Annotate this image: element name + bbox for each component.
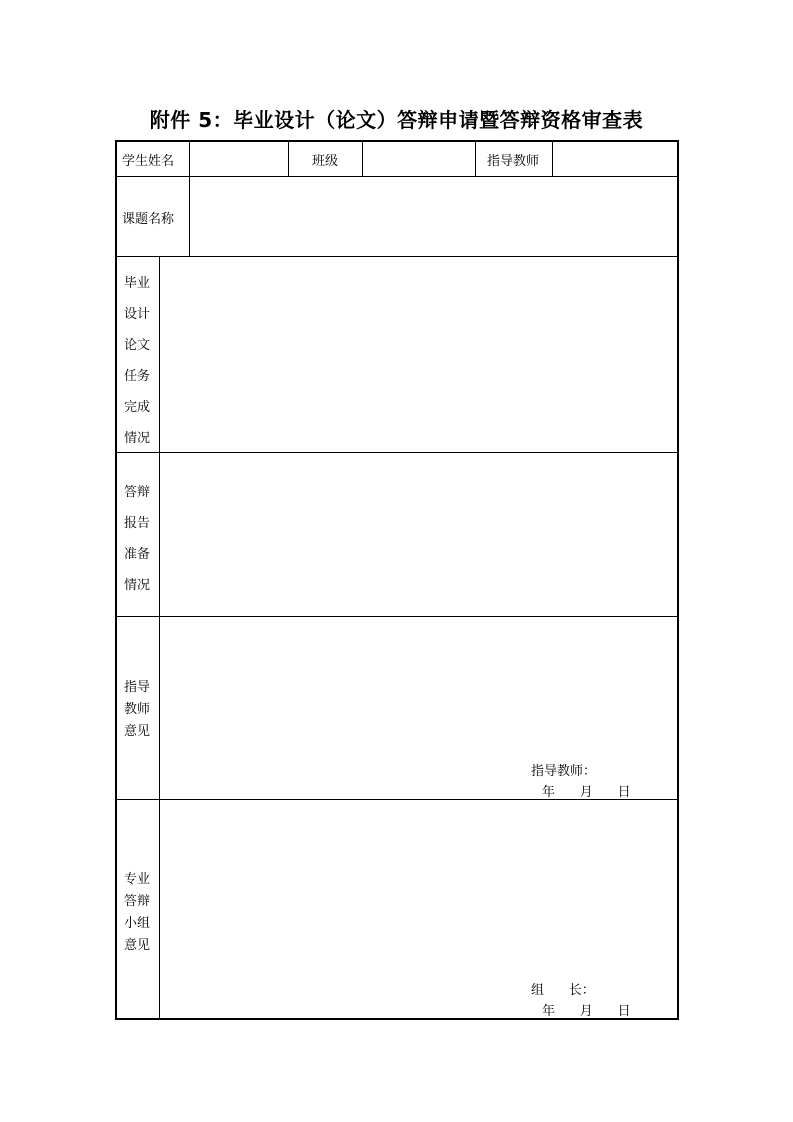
advisor-date-line: 年 月 日 bbox=[542, 785, 631, 800]
completion-label-line: 设计 bbox=[123, 307, 150, 322]
advisor-opinion-label bbox=[115, 677, 159, 743]
completion-label-line: 论文 bbox=[123, 338, 150, 353]
panel-leader-signature-label: 组 长： bbox=[531, 983, 595, 998]
column-divider bbox=[288, 140, 289, 176]
completion-label-line: 情况 bbox=[123, 431, 150, 446]
advisor-opinion-field[interactable] bbox=[160, 617, 677, 799]
student-name-field[interactable] bbox=[190, 141, 288, 176]
class-field[interactable] bbox=[363, 141, 475, 176]
panel-opinion-label bbox=[115, 869, 159, 957]
completion-label-line: 毕业 bbox=[123, 276, 150, 291]
panel-opinion-label-line: 小组 bbox=[123, 916, 150, 931]
defense-prep-label-line: 情况 bbox=[123, 578, 150, 593]
topic-label: 课题名称 bbox=[122, 212, 175, 227]
panel-opinion-label-line: 专业 bbox=[123, 872, 150, 887]
completion-label-line: 完成 bbox=[123, 400, 150, 415]
column-divider bbox=[475, 140, 476, 176]
defense-prep-field[interactable] bbox=[160, 453, 677, 616]
defense-prep-label-line: 准备 bbox=[123, 547, 150, 562]
topic-field[interactable] bbox=[190, 177, 677, 256]
completion-field[interactable] bbox=[160, 257, 677, 452]
advisor-signature-label: 指导教师： bbox=[531, 764, 597, 779]
defense-prep-label bbox=[115, 477, 159, 601]
completion-label bbox=[115, 268, 159, 454]
advisor-opinion-label-line: 意见 bbox=[123, 724, 150, 739]
panel-opinion-label-line: 答辩 bbox=[123, 894, 150, 909]
class-label: 班级 bbox=[312, 154, 339, 169]
panel-opinion-field[interactable] bbox=[160, 800, 677, 1018]
advisor-field[interactable] bbox=[553, 141, 677, 176]
panel-opinion-label-line: 意见 bbox=[123, 938, 150, 953]
student-name-label: 学生姓名 bbox=[122, 154, 175, 169]
advisor-opinion-label-line: 指导 bbox=[123, 680, 150, 695]
form-title: 附件 5：毕业设计（论文）答辩申请暨答辩资格审查表 bbox=[149, 108, 644, 132]
defense-prep-label-line: 报告 bbox=[123, 516, 150, 531]
advisor-label: 指导教师 bbox=[487, 154, 540, 169]
advisor-opinion-label-line: 教师 bbox=[123, 702, 150, 717]
panel-date-line: 年 月 日 bbox=[542, 1004, 631, 1019]
defense-prep-label-line: 答辩 bbox=[123, 485, 150, 500]
completion-label-line: 任务 bbox=[123, 369, 150, 384]
